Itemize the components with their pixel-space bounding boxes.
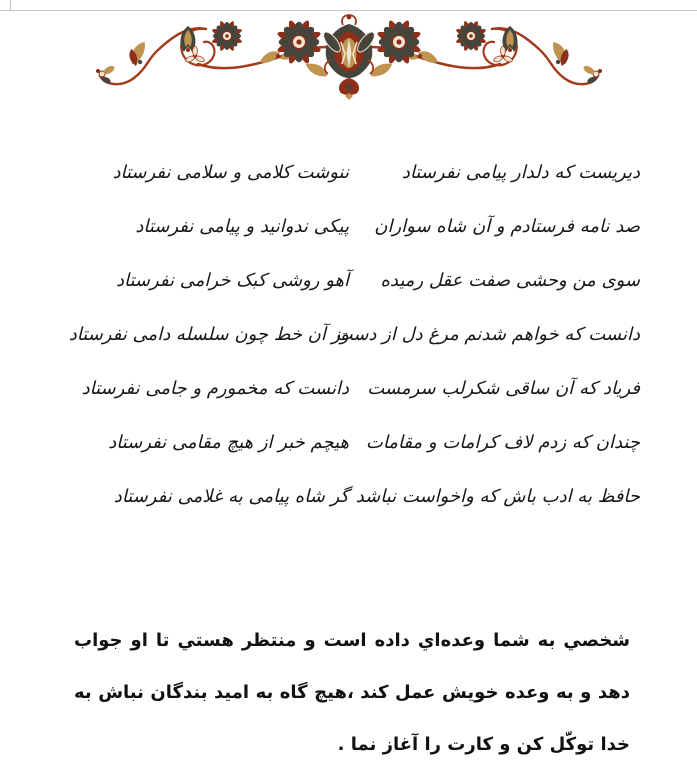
hemistich-left: دانست که مخمورم و جامی نفرستاد <box>81 378 349 399</box>
hemistich-right: سوی من وحشی صفت عقل رمیده <box>380 270 640 291</box>
top-divider <box>0 10 697 11</box>
hemistich-left: هیچم خبر از هیچ مقامی نفرستاد <box>108 432 349 453</box>
hemistich-right: صد نامه فرستادم و آن شاه سواران <box>374 216 640 237</box>
floral-ornament <box>92 12 606 102</box>
hemistich-right: چندان که زدم لاف کرامات و مقامات <box>365 432 640 453</box>
interpretation-line: خدا توکّل کن و کارت را آغاز نما . <box>337 734 630 755</box>
hemistich-left: گر شاه پیامی به غلامی نفرستاد <box>113 486 349 507</box>
hemistich-right: دیریست که دلدار پیامی نفرستاد <box>401 162 640 183</box>
interpretation-text <box>74 615 630 771</box>
hemistich-left: وز آن خط چون سلسله دامی نفرستاد <box>68 324 349 345</box>
hemistich-right: دانست که خواهم شدنم مرغ دل از دست <box>335 324 640 345</box>
ghazal-poem <box>57 146 640 524</box>
hemistich-left: ننوشت کلامی و سلامی نفرستاد <box>112 162 349 183</box>
hemistich-left: آهو روشی کبک خرامی نفرستاد <box>115 270 349 291</box>
hemistich-left: پیکی ندوانید و پیامی نفرستاد <box>135 216 349 237</box>
top-left-tick <box>10 0 11 10</box>
hemistich-right: فریاد که آن ساقی شکرلب سرمست <box>367 378 640 399</box>
central-palmette <box>320 15 377 100</box>
interpretation-line: شخصي به شما وعده‌اي داده است و منتظر هستي تا او جواب <box>74 630 630 651</box>
interpretation-line: دهد و به وعده خويش عمل کند ،هيچ گاه به اميد بندگان نباش به <box>74 682 630 703</box>
hemistich-right: حافظ به ادب باش که واخواست نباشد <box>355 486 640 507</box>
